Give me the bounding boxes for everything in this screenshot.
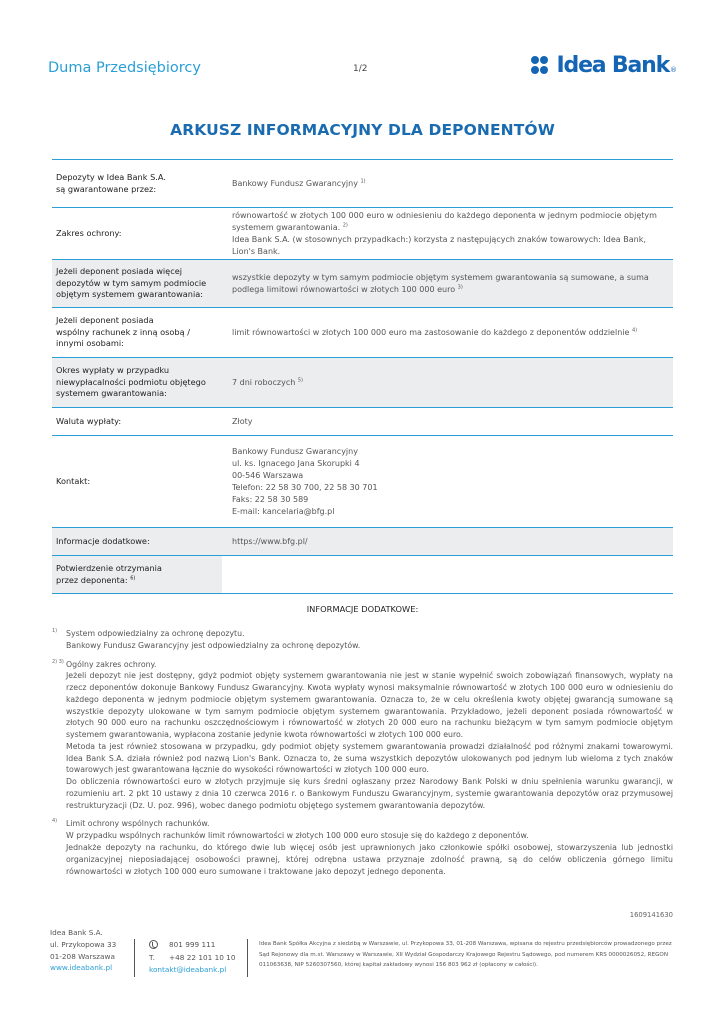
row-label (52, 556, 222, 593)
row-value (222, 556, 673, 593)
info-row (52, 436, 673, 528)
footer-website-link[interactable]: www.ideabank.pl (50, 963, 113, 973)
row-label-line: Jeżeli deponent posiada (56, 314, 154, 325)
row-label-line: są gwarantowane przez: (56, 183, 157, 194)
row-label (52, 308, 222, 357)
row-label (52, 208, 222, 259)
page-footer (50, 927, 675, 977)
footnote-mark: 3) (457, 283, 463, 290)
footnote-paragraph: Ogólny zakres ochrony. (66, 659, 157, 669)
footnote-paragraph: Limit ochrony wspólnych rachunków. (66, 819, 210, 829)
row-value-line: Złoty (232, 416, 253, 426)
row-label-line: Okres wypłaty w przypadku (56, 364, 170, 375)
row-label (52, 408, 222, 435)
logo-dots-icon (531, 54, 555, 76)
row-label-line: wspólny rachunek z inną osobą / (56, 326, 190, 337)
row-label-line: innymi osobami: (56, 338, 124, 349)
row-value (222, 260, 673, 307)
row-value-line[interactable]: https://www.bfg.pl/ (232, 536, 308, 546)
footnote-paragraph: W przypadku wspólnych rachunków limit równowartości w złotych 100 000 euro stosuje się do każdego z deponentów. (66, 831, 529, 841)
footer-phone: 801 999 111 (169, 940, 216, 949)
document-title: ARKUSZ INFORMACYJNY DLA DEPONENTÓW (170, 121, 555, 139)
row-label (52, 358, 222, 407)
notes-title: INFORMACJE DODATKOWE: (306, 604, 419, 614)
footer-legal: Idea Bank Spółka Akcyjna z siedzibą w Warszawie, ul. Przykopowa 33, 01-208 Warszawa, wpisana do rejestru przedsiębiorców prowadzonego przez Sąd Rejonowy dla m.st. Warszawy w Warszawie, XII Wydział Gospodarczy Krajowego Rejestru Sądowego, pod numerem KRS 0000026052, REGON 011063638, NIP 5260307560, której kapitał zakładowy wynosi 156 803 962 zł (opłacony w całości). (259, 941, 672, 969)
footer-tel: +48 22 101 10 10 (169, 952, 236, 962)
info-row (52, 260, 673, 308)
row-value-line: E-mail: kancelaria@bfg.pl (232, 506, 335, 516)
row-label (52, 160, 222, 207)
info-row (52, 208, 673, 260)
row-label-line: przez deponenta: (56, 574, 128, 585)
row-value (222, 160, 673, 207)
row-value-line: ul. ks. Ignacego Jana Skorupki 4 (232, 458, 360, 468)
page-number: 1/2 (353, 64, 368, 74)
row-label-line: Waluta wypłaty: (56, 415, 122, 426)
row-label-line: Depozyty w Idea Bank S.A. (56, 171, 166, 182)
row-value (222, 528, 673, 555)
footnote-mark: 1) (360, 177, 366, 184)
notes-section (52, 628, 673, 884)
row-value-line: Idea Bank S.A. (w stosownych przypadkach:) korzysta z następujących znaków towarowych: Idea Bank, Lion's Bank. (232, 234, 646, 256)
footnote-paragraph: Do obliczenia równowartości euro w złotych przyjmuje się kurs średni ogłaszany przez Narodowy Bank Polski w dniu spełnienia warunku gwarancji, w rozumieniu art. 2 pkt 10 ustawy z dnia 10 czerwca 2016 r. o Bankowym Funduszu Gwarancyjnym, systemie gwarantowania depozytów oraz przymusowej restrukturyzacji (Dz. U. poz. 996), wobec danego podmiotu objętego systemem gwarantowania depozytów. (66, 777, 673, 810)
footnote-paragraph: Jeżeli depozyt nie jest dostępny, gdyż podmiot objęty systemem gwarantowania nie jest w stanie wypełnić swoich zobowiązań finansowych, wypłaty na rzecz deponentów dokonuje Bankowy Fundusz Gwarancyjny. Kwota wypłaty wynosi maksymalnie równowartość w złotych 100 000 euro w odniesieniu do każdego deponenta w jednym podmiocie objętym systemem gwarantowania. Oznacza to, że w celu określenia kwoty objętej gwarancją sumowane są wszystkie depozyty ulokowane w tym samym podmiocie objętym systemem gwarantowania. Przykładowo, jeżeli deponent posiada równowartość w złotych 90 000 euro na rachunku oszczędnościowym i równowartość w złotych 20 000 euro na rachunku bieżącym w tym samym podmiocie objętym systemem gwarantowania, wypłacona zostanie jedynie kwota równowartości w złotych 100 000 euro. (66, 671, 673, 740)
row-label-line: depozytów w tym samym podmiocie (56, 277, 207, 288)
row-label-line: niewypłacalności podmiotu objętego (56, 376, 206, 387)
footnote-paragraph: Jednakże depozyty na rachunku, do którego dwie lub więcej osób jest uprawnionych jako członkowie spółki osobowej, stowarzyszenia lub jednostki organizacyjnej nieposiadającej osobowości prawnej, której odrębna ustawa przyznaje zdolność prawną, są do celów obliczenia górnego limitu równowartości w złotych 100 000 euro sumowane i traktowane jako depozyt jednego deponenta. (66, 843, 673, 876)
phone-icon (149, 940, 158, 949)
row-value-line: Bankowy Fundusz Gwarancyjny (232, 178, 358, 188)
footnote (52, 818, 673, 877)
footnote-mark: 2) (342, 221, 348, 228)
footnote-mark: 6) (130, 574, 136, 581)
row-label (52, 260, 222, 307)
row-label (52, 436, 222, 527)
footnote-paragraph: Bankowy Fundusz Gwarancyjny jest odpowiedzialny za ochronę depozytów. (66, 640, 361, 650)
info-table (52, 159, 673, 594)
footer-street: ul. Przykopowa 33 (50, 939, 117, 949)
row-value-line: Faks: 22 58 30 589 (232, 494, 309, 504)
info-row (52, 528, 673, 556)
info-row (52, 408, 673, 436)
row-value-line: wszystkie depozyty w tym samym podmiocie objętym systemem gwarantowania są sumowane, a suma podlega limitowi równowartości w złotych 100 000 euro (232, 272, 649, 294)
footnote-paragraph: Metoda ta jest również stosowana w przypadku, gdy podmiot objęty systemem gwarantowania prowadzi działalność pod różnymi znakami towarowymi. Idea Bank S.A. działa również pod nazwą Lion's Bank. Oznacza to, że suma wszystkich depozytów ulokowanych pod jednym lub wieloma z tych znaków towarowych jest gwarantowana łącznie do wysokości równowartości w złotych 100 000 euro. (66, 741, 673, 775)
row-value (222, 308, 673, 357)
info-row (52, 556, 673, 594)
row-value (222, 208, 673, 259)
row-value-line: 00-546 Warszawa (232, 470, 304, 480)
footer-divider (134, 939, 135, 977)
footnote-mark: 5) (297, 376, 304, 383)
row-value (222, 436, 673, 527)
row-label (52, 528, 222, 555)
row-label-line: Kontakt: (56, 475, 91, 486)
info-row (52, 358, 673, 408)
row-value (222, 358, 673, 407)
footer-divider (247, 939, 248, 977)
logo-text: Idea Bank (556, 52, 669, 78)
row-value-line: równowartość w złotych 100 000 euro w odniesieniu do każdego deponenta w jednym podmiocie objętym systemem gwarantowania. (232, 210, 657, 232)
info-row (52, 308, 673, 358)
row-value-line: Bankowy Fundusz Gwarancyjny (232, 446, 358, 456)
idea-bank-logo (531, 50, 677, 80)
footnote (52, 628, 673, 652)
page-header (48, 52, 677, 88)
footer-company: Idea Bank S.A. (50, 928, 103, 937)
footer-email-link[interactable]: kontakt@ideabank.pl (149, 964, 227, 974)
header-title: Duma Przedsiębiorcy (48, 60, 201, 76)
row-label-line: objętym systemem gwarantowania: (56, 289, 204, 300)
footnote-number: 1) (52, 628, 58, 634)
footer-city: 01-208 Warszawa (50, 951, 115, 961)
info-row (52, 160, 673, 208)
document-code: 1609141630 (629, 911, 673, 919)
footer-address (50, 927, 130, 974)
logo-registered-mark: ® (670, 66, 677, 74)
row-value-line: limit równowartości w złotych 100 000 euro ma zastosowanie do każdego z deponentów oddzielnie (232, 327, 630, 337)
footnote-paragraph: System odpowiedzialny za ochronę depozytu. (66, 629, 245, 638)
row-label-line: Potwierdzenie otrzymania (56, 562, 162, 573)
row-label-line: Zakres ochrony: (56, 227, 122, 238)
row-label-line: Jeżeli deponent posiada więcej (56, 265, 183, 276)
row-label-line: Informacje dodatkowe: (56, 535, 150, 546)
footnote-mark: 4) (631, 326, 638, 333)
tel-label: T. (149, 952, 155, 962)
footnote-number: 2) 3) (52, 658, 64, 665)
footnote-number: 4) (52, 818, 58, 825)
row-value (222, 408, 673, 435)
row-value-line: 7 dni roboczych (232, 377, 296, 387)
footnote (52, 659, 673, 812)
row-value-line: Telefon: 22 58 30 700, 22 58 30 701 (232, 482, 378, 492)
row-label-line: systemem gwarantowania: (56, 388, 167, 399)
